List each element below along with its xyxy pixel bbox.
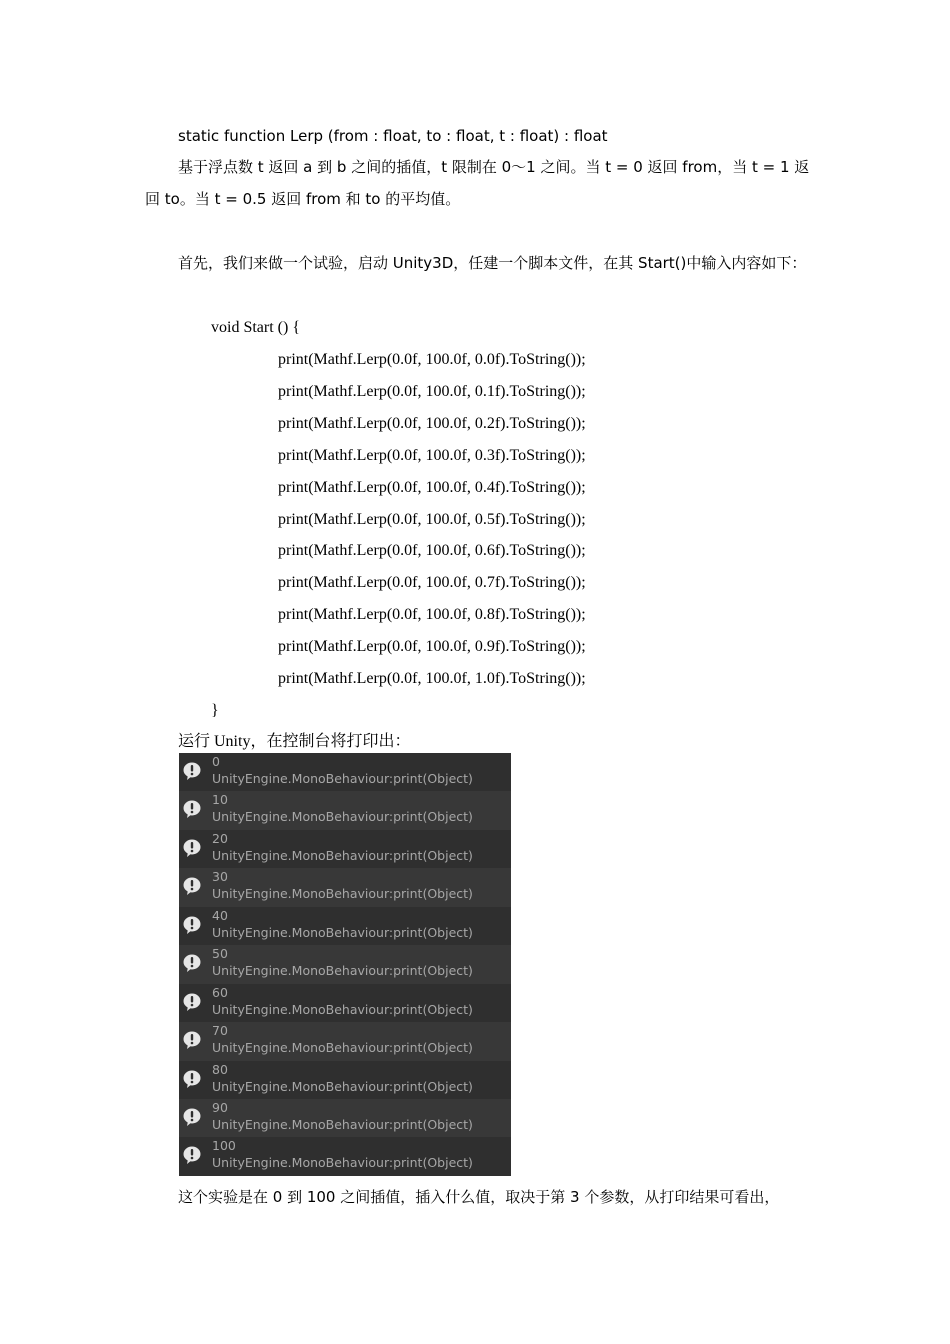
console-entry-value: 0 xyxy=(212,754,220,769)
console-entry-value: 20 xyxy=(212,830,228,846)
console-entry-message: UnityEngine.MonoBehaviour:print(Object) xyxy=(212,1116,473,1132)
code-line: print(Mathf.Lerp(0.0f, 100.0f, 0.7f).ToString()); xyxy=(278,574,586,592)
run-line: 运行 Unity，在控制台将打印出： xyxy=(178,733,411,750)
console-entry-message: UnityEngine.MonoBehaviour:print(Object) xyxy=(212,809,473,825)
code-line: print(Mathf.Lerp(0.0f, 100.0f, 0.6f).ToString()); xyxy=(278,542,586,560)
console-entry-message: UnityEngine.MonoBehaviour:print(Object) xyxy=(212,886,473,902)
console-entry-message: UnityEngine.MonoBehaviour:print(Object) xyxy=(212,1001,473,1017)
code-line: print(Mathf.Lerp(0.0f, 100.0f, 0.4f).ToString()); xyxy=(278,478,586,496)
info-speech-bubble-icon xyxy=(182,953,202,973)
code-line: print(Mathf.Lerp(0.0f, 100.0f, 0.3f).ToString()); xyxy=(278,446,586,464)
console-entry xyxy=(179,753,511,791)
info-speech-bubble-icon xyxy=(182,1030,202,1050)
code-close-line: } xyxy=(211,702,219,719)
console-entry xyxy=(179,830,511,868)
intro-paragraph: 首先，我们来做一个试验，启动 Unity3D，任建一个脚本文件，在其 Start()中输入内容如下： xyxy=(178,254,807,272)
info-speech-bubble-icon xyxy=(182,1107,202,1127)
console-entry-message: UnityEngine.MonoBehaviour:print(Object) xyxy=(212,847,473,863)
console-entry-value: 40 xyxy=(212,907,228,923)
console-entry-message: UnityEngine.MonoBehaviour:print(Object) xyxy=(212,1155,473,1171)
console-entry-value: 60 xyxy=(212,984,228,1000)
code-line: print(Mathf.Lerp(0.0f, 100.0f, 0.8f).ToString()); xyxy=(278,606,586,624)
console-entry xyxy=(179,1061,511,1099)
console-entry xyxy=(179,1137,511,1175)
console-entry-message: UnityEngine.MonoBehaviour:print(Object) xyxy=(212,1078,473,1094)
code-line: print(Mathf.Lerp(0.0f, 100.0f, 0.9f).ToString()); xyxy=(278,638,586,656)
console-entry xyxy=(179,907,511,945)
console-entry-value: 90 xyxy=(212,1099,228,1115)
console-entry-message: UnityEngine.MonoBehaviour:print(Object) xyxy=(212,771,473,786)
code-line: print(Mathf.Lerp(0.0f, 100.0f, 0.5f).ToString()); xyxy=(278,510,586,528)
info-speech-bubble-icon xyxy=(182,915,202,935)
console-entry xyxy=(179,868,511,906)
console-entry-value: 70 xyxy=(212,1023,228,1039)
info-speech-bubble-icon xyxy=(182,992,202,1012)
info-speech-bubble-icon xyxy=(182,1069,202,1089)
console-entry-message: UnityEngine.MonoBehaviour:print(Object) xyxy=(212,963,473,979)
console-entry-value: 10 xyxy=(212,792,228,808)
conclusion-line: 这个实验是在 0 到 100 之间插值，插入什么值，取决于第 3 个参数，从打印结果可看出， xyxy=(178,1188,780,1206)
code-line: print(Mathf.Lerp(0.0f, 100.0f, 1.0f).ToString()); xyxy=(278,670,586,687)
console-screenshot xyxy=(179,753,511,1176)
console-entry-value: 80 xyxy=(212,1061,228,1077)
console-entry xyxy=(179,945,511,983)
code-line: print(Mathf.Lerp(0.0f, 100.0f, 0.0f).ToString()); xyxy=(278,351,586,368)
console-entry-message: UnityEngine.MonoBehaviour:print(Object) xyxy=(212,1040,473,1056)
console-entry-value: 100 xyxy=(212,1138,236,1154)
info-speech-bubble-icon xyxy=(182,799,202,819)
signature-line: static function Lerp (from : float, to : float, t : float) : float xyxy=(178,127,608,145)
description-paragraph: 基于浮点数 t 返回 a 到 b 之间的插值，t 限制在 0～1 之间。当 t = 0 返回 from，当 t = 1 返回 to。当 t = 0.5 返回 from 和 to 的平均值。 xyxy=(145,158,810,208)
console-entry-value: 50 xyxy=(212,946,228,962)
console-entry xyxy=(179,1022,511,1060)
info-speech-bubble-icon xyxy=(182,838,202,858)
info-speech-bubble-icon xyxy=(182,1145,202,1165)
console-entry xyxy=(179,791,511,829)
console-entry-value: 30 xyxy=(212,869,228,885)
console-entry xyxy=(179,984,511,1022)
code-line: print(Mathf.Lerp(0.0f, 100.0f, 0.1f).ToString()); xyxy=(278,382,586,400)
console-entry-message: UnityEngine.MonoBehaviour:print(Object) xyxy=(212,924,473,940)
info-speech-bubble-icon xyxy=(182,761,202,781)
console-entry xyxy=(179,1099,511,1137)
code-line: print(Mathf.Lerp(0.0f, 100.0f, 0.2f).ToString()); xyxy=(278,414,586,432)
code-open-line: void Start () { xyxy=(211,319,300,336)
info-speech-bubble-icon xyxy=(182,876,202,896)
